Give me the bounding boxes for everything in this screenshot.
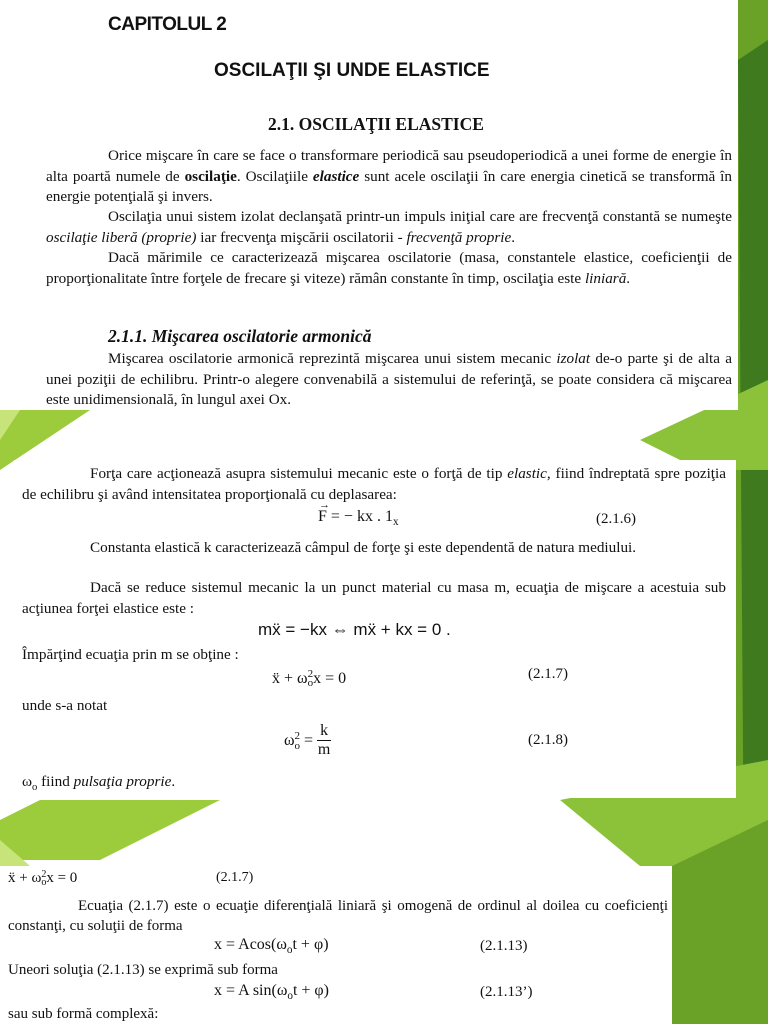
equation-text: x = 0 <box>313 670 347 687</box>
slide-3 <box>0 866 672 1024</box>
fraction-denominator: m <box>317 741 331 758</box>
chapter-title: OSCILAŢII ŞI UNDE ELASTICE <box>214 60 490 81</box>
paragraph-linear-oscillation <box>46 248 732 289</box>
paragraph-complex-form: sau sub formă complexă: <box>8 1006 159 1022</box>
text: Oscilaţia unui sistem izolat declanşată printr-un impuls iniţial care are frecvenţă constantă se numeşte <box>108 208 732 225</box>
equation-number-2-1-8: (2.1.8) <box>528 732 568 748</box>
omega-symbol: ω <box>22 773 32 790</box>
term-oscillation: oscilaţie <box>184 167 237 185</box>
equation-number-2-1-13: (2.1.13) <box>480 938 528 954</box>
text: Mişcarea oscilatorie armonică reprezintă mişcarea unui sistem mecanic <box>108 350 557 367</box>
term-elastic: elastice <box>312 167 360 185</box>
equation-text: ẍ + ω <box>272 670 308 687</box>
term-isolated: izolat <box>556 350 591 367</box>
chapter-heading: CAPITOLUL 2 <box>108 14 227 35</box>
equation-text: ẍ + ω <box>8 870 42 886</box>
paragraph-notation: unde s-a notat <box>22 697 108 714</box>
equation-text: F = − kx . 1 <box>318 508 393 525</box>
text: Dacă mărimile ce caracterizează mişcarea oscilatorie (masa, constantele elastice, coeficienţii de proporţionalitate între forţele de frecare şi viteze) rămân constante în timp, oscilaţia este <box>46 249 732 287</box>
equation-pulsation: ω 2 o = $\frac{k}{m}$ <box>284 722 331 758</box>
text: fiind îndreptată spre poziţia de echilibru şi având intensitatea proporţională cu deplasarea: <box>22 465 726 503</box>
text: Forţa care acţionează asupra sistemului mecanic este o forţă de tip <box>90 465 508 482</box>
text: . <box>626 269 631 287</box>
text: . <box>511 228 515 246</box>
equation-cos-solution: $x = Acos(\omega_ot + \varphi)$ <box>214 936 329 957</box>
equation-text: x = 0 <box>46 870 78 886</box>
equation-text: x = Acos(ω <box>214 936 287 953</box>
vector-arrow-icon: → <box>319 499 330 511</box>
fraction-numerator: k <box>317 722 331 741</box>
paragraph-elastic-constant: Constanta elastică k caracterizează câmpul de forţe şi este dependentă de natura mediului. <box>90 539 637 556</box>
slide-1 <box>0 0 738 410</box>
equation-number-2-1-6: (2.1.6) <box>596 511 636 527</box>
paragraph-oscillation-definition <box>46 146 732 208</box>
term-own-pulsation: pulsaţia proprie <box>73 773 172 790</box>
section-heading: 2.1. OSCILAŢII ELASTICE <box>268 114 484 134</box>
term-elastic: elastic, <box>507 465 551 482</box>
text: de-o parte şi de alta a unei poziţii de echilibru. Printr-o alegere convenabilă a sistemului de referinţă, se poate considera că mişcarea este unidimensională, în lungul axei Ox. <box>46 350 732 409</box>
paragraph-differential-equation: Ecuaţia (2.1.7) este o ecuaţie diferenţială liniară şi omogenă de ordinul al doilea cu coeficienţi constanţi, cu soluţii de forma <box>8 898 668 934</box>
text: Orice mişcare în care se face o transformare periodică sau pseudoperiodică a unei forme de energie în alta poartă numele de <box>46 147 732 185</box>
text: iar frecvenţa mişcării oscilatorii - <box>196 228 407 246</box>
paragraph-divide-by-m: Împărţind ecuaţia prin m se obţine : <box>22 646 239 663</box>
term-free-oscillation: oscilaţie liberă (proprie) <box>46 228 197 246</box>
equation-motion: mẍ = −kx ⇔ mẍ + kx = 0 . <box>258 620 451 639</box>
equation-text: t + φ) <box>292 982 329 999</box>
paragraph-own-pulsation: $\omega_o$ fiind pulsaţia proprie. <box>22 773 176 794</box>
equation-oscillator: ẍ + ω 2 o x = 0 <box>272 668 347 690</box>
paragraph-alternate-form: Uneori soluţia (2.1.13) se exprimă sub forma <box>8 962 278 978</box>
paragraph-free-oscillation <box>46 207 732 248</box>
text: . Oscilaţiile <box>236 167 313 185</box>
paragraph-harmonic-motion <box>46 349 732 410</box>
equation-elastic-force: F = − kx . $1_x$ → <box>318 499 399 529</box>
paragraph-elastic-force <box>22 464 726 505</box>
text: sunt acele oscilaţii în care energia cinetică se transformă în energie potenţială şi invers. <box>46 167 732 206</box>
text: fiind <box>37 773 74 790</box>
equation-number-2-1-13-prime: (2.1.13’) <box>480 984 533 1000</box>
equation-sin-solution: x = A $\sin(\omega_ot + \varphi)$ <box>214 982 329 1003</box>
slide-2 <box>14 460 736 798</box>
equation-number-2-1-7: (2.1.7) <box>216 870 254 885</box>
subsection-heading: 2.1.1. Mişcarea oscilatorie armonică <box>108 326 372 346</box>
text: . <box>171 773 176 790</box>
paragraph-motion-equation: Dacă se reduce sistemul mecanic la un punct material cu masa m, ecuaţia de mişcare a acestuia sub acţiunea forţei elastice este : <box>22 579 726 617</box>
equation-text: x = A sin(ω <box>214 982 288 999</box>
term-own-frequency: frecvenţă proprie <box>406 228 512 246</box>
equation-oscillator-repeat: ẍ + ω 2 o x = 0 <box>8 868 78 888</box>
equation-text: t + φ) <box>292 936 329 953</box>
fraction-k-over-m <box>317 722 331 759</box>
term-linear: liniară <box>584 269 627 287</box>
equation-number-2-1-7: (2.1.7) <box>528 666 568 682</box>
